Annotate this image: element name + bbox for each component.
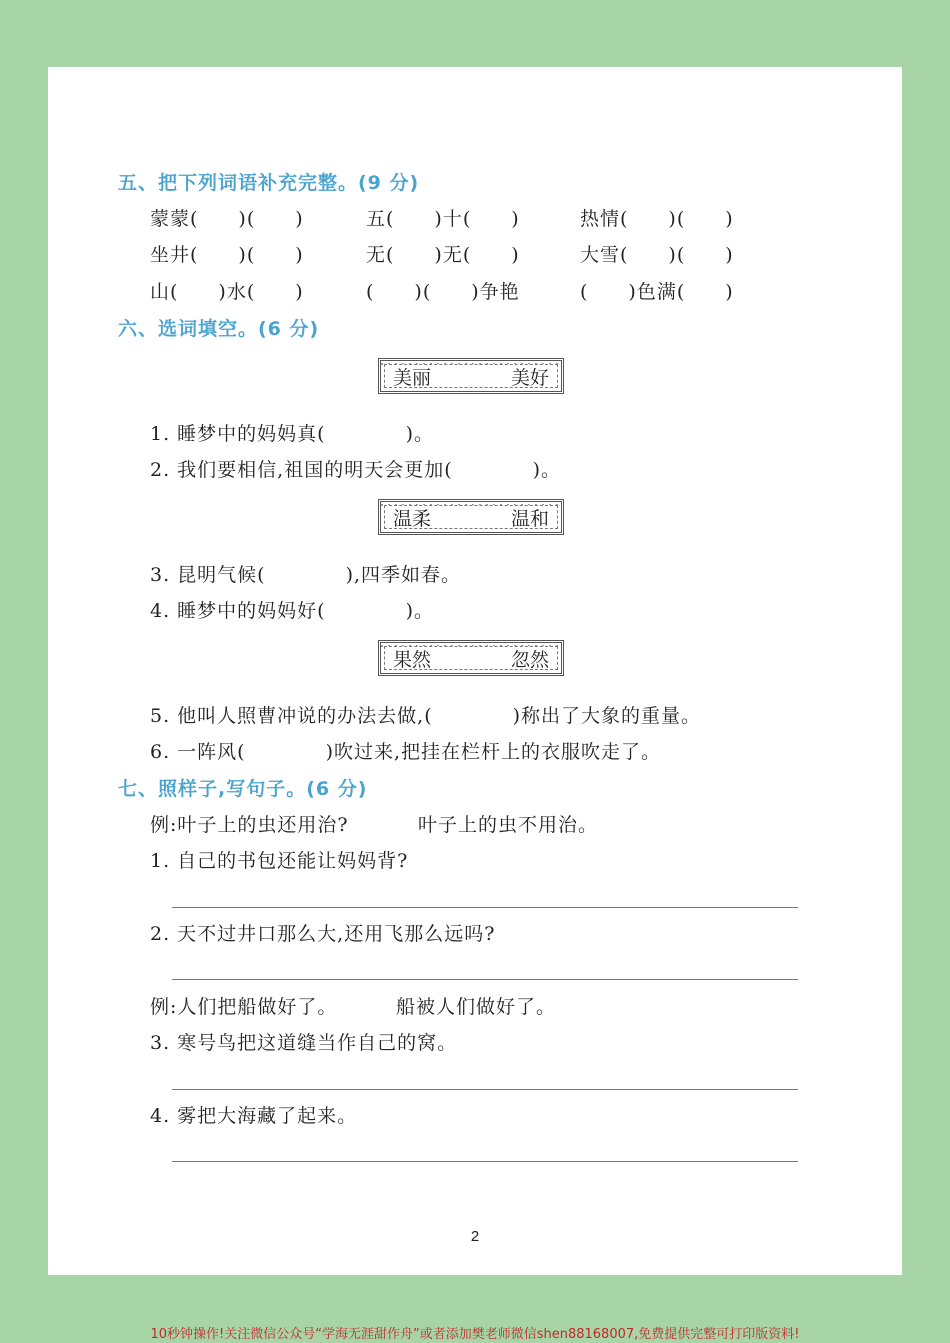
section-6-title: 六、选词填空。(6 分) <box>118 318 320 340</box>
fill-word: 无( )无( ) <box>366 244 520 266</box>
word-option: 温柔 <box>393 507 432 530</box>
question-item: 1. 睡梦中的妈妈真( )。 <box>150 423 434 445</box>
question-item: 3. 昆明气候( ),四季如春。 <box>150 564 462 586</box>
word-option: 忽然 <box>510 648 549 671</box>
fill-word: 热情( )( ) <box>580 208 734 230</box>
word-choice-box <box>378 358 564 394</box>
question-item: 6. 一阵风( )吹过来,把挂在栏杆上的衣服吹走了。 <box>150 741 662 763</box>
word-choice-box <box>378 640 564 676</box>
example-sentence: 例:人们把船做好了。 <box>150 996 338 1018</box>
section-5-title: 五、把下列词语补充完整。(9 分) <box>118 172 420 194</box>
word-option: 温和 <box>510 507 549 530</box>
question-item: 4. 雾把大海藏了起来。 <box>150 1105 358 1127</box>
example-answer: 船被人们做好了。 <box>396 996 557 1018</box>
word-choice-box <box>378 499 564 535</box>
example-answer: 叶子上的虫不用治。 <box>418 814 599 836</box>
fill-word: 蒙蒙( )( ) <box>150 208 304 230</box>
question-item: 5. 他叫人照曹冲说的办法去做,( )称出了大象的重量。 <box>150 705 702 727</box>
worksheet-page <box>48 67 902 1275</box>
example-sentence: 例:叶子上的虫还用治? <box>150 814 349 836</box>
question-item: 2. 我们要相信,祖国的明天会更加( )。 <box>150 459 562 481</box>
word-option: 美好 <box>510 366 549 389</box>
section-7-title: 七、照样子,写句子。(6 分) <box>118 778 368 800</box>
answer-line[interactable] <box>172 907 798 908</box>
answer-line[interactable] <box>172 979 798 980</box>
fill-word: 五( )十( ) <box>366 208 520 230</box>
fill-word: 大雪( )( ) <box>580 244 734 266</box>
fill-word: ( )( )争艳 <box>366 281 520 303</box>
question-item: 1. 自己的书包还能让妈妈背? <box>150 850 409 872</box>
question-item: 2. 天不过井口那么大,还用飞那么远吗? <box>150 923 496 945</box>
footer-promo-text: 10秒钟操作!关注微信公众号“学海无涯甜作舟”或者添加樊老师微信shen88168007,免费提供完整可打印版资料! <box>150 1327 800 1342</box>
answer-line[interactable] <box>172 1161 798 1162</box>
fill-word: 坐井( )( ) <box>150 244 304 266</box>
fill-word: 山( )水( ) <box>150 281 304 303</box>
word-option: 美丽 <box>393 366 432 389</box>
question-item: 4. 睡梦中的妈妈好( )。 <box>150 600 434 622</box>
word-option: 果然 <box>393 648 432 671</box>
question-item: 3. 寒号鸟把这道缝当作自己的窝。 <box>150 1032 458 1054</box>
answer-line[interactable] <box>172 1089 798 1090</box>
page-number: 2 <box>470 1228 480 1245</box>
fill-word: ( )色满( ) <box>580 281 734 303</box>
